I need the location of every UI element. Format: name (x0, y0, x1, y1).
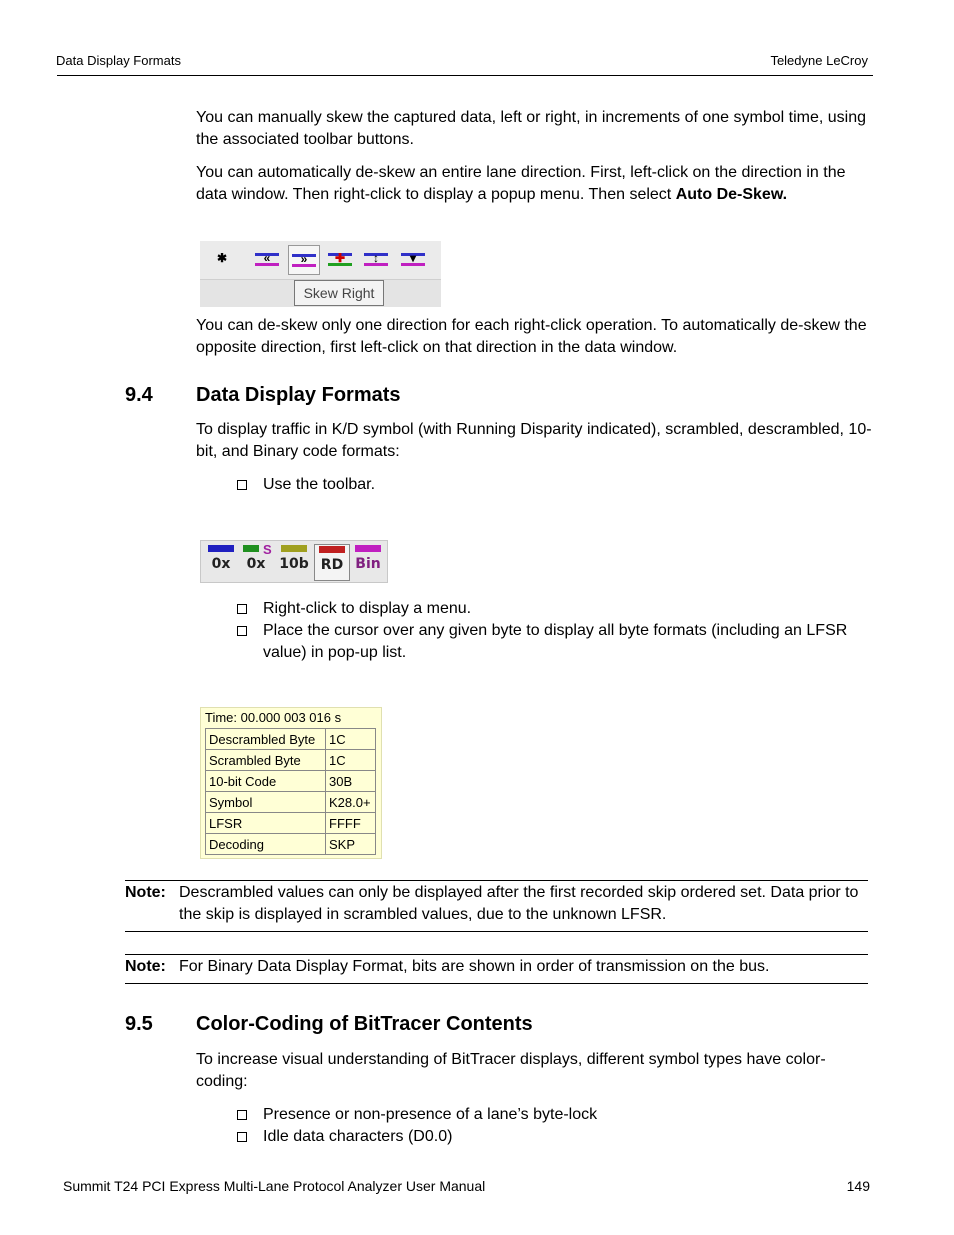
hex-format-button[interactable] (204, 544, 238, 579)
paragraph-manual-skew: You can manually skew the captured data, left or right, in increments of one symbol time, using the associated toolbar buttons. (196, 109, 866, 148)
row-label: Descrambled Byte (206, 729, 326, 750)
byte-format-popup (200, 707, 382, 859)
table-row (206, 813, 376, 834)
row-value: K28.0+ (326, 792, 376, 813)
section-9-5-intro: To increase visual understanding of BitTracer displays, different symbol types have color-coding: (196, 1051, 826, 1090)
ten-bit-format-button[interactable] (277, 544, 311, 579)
page-number: 149 (846, 1178, 870, 1194)
up-down-arrow-icon: ↕ (373, 251, 379, 265)
section-9-4-number: 9.4 (125, 384, 153, 406)
row-label: Scrambled Byte (206, 750, 326, 771)
paragraph-auto-deskew (196, 162, 872, 206)
dropdown-arrow-icon: ▾ (409, 251, 417, 265)
row-value: FFFF (326, 813, 376, 834)
auto-deskew-term: Auto De-Skew. (675, 186, 788, 203)
section-9-4-intro: To display traffic in K/D symbol (with Running Disparity indicated), scrambled, descrambled, 10-bit, and Binary code formats: (196, 421, 872, 460)
row-label: Symbol (206, 792, 326, 813)
scrambled-format-label: 0x (246, 556, 266, 572)
row-value: 1C (326, 729, 376, 750)
rd-format-button[interactable] (314, 544, 350, 581)
hex-format-label: 0x (211, 556, 231, 572)
section-9-4-title: Data Display Formats (196, 384, 401, 406)
note-rule (125, 931, 868, 932)
bullet-text: Idle data characters (D0.0) (263, 1128, 453, 1145)
running-header-title: Data Display Formats (56, 53, 181, 68)
running-header-company: Teledyne LeCroy (770, 53, 868, 68)
note-label: Note: (125, 884, 166, 901)
checkbox-bullet-icon (237, 604, 247, 614)
lecroy-badge-icon (355, 545, 381, 552)
section-9-5-title: Color-Coding of BitTracer Contents (196, 1013, 533, 1035)
lecroy-badge-icon (281, 545, 307, 552)
skew-right-tooltip: Skew Right (294, 280, 384, 306)
deskew-icon: ✚ (334, 251, 346, 265)
note-binary (125, 956, 868, 978)
row-value: 1C (326, 750, 376, 771)
rd-format-label: RD (320, 557, 344, 573)
checkbox-bullet-icon (237, 626, 247, 636)
bullet-text: Right-click to display a menu. (263, 600, 472, 617)
skew-left-button[interactable] (252, 245, 282, 273)
row-value: SKP (326, 834, 376, 855)
gear-icon: ✱ (216, 251, 228, 265)
skew-toolbar (200, 241, 441, 307)
bullet-text: Presence or non-presence of a lane’s byte-lock (263, 1106, 598, 1123)
bullet-text: Use the toolbar. (263, 476, 376, 493)
ten-bit-format-label: 10b (279, 556, 309, 572)
note-text: For Binary Data Display Format, bits are shown in order of transmission on the bus. (179, 958, 770, 975)
note-text: Descrambled values can only be displayed after the first recorded skip ordered set. Data prior to the skip is displayed in scrambled values, due to the unknown LFSR. (179, 884, 859, 923)
double-arrow-right-icon: » (300, 252, 308, 266)
table-row (206, 834, 376, 855)
lane-swap-button[interactable] (361, 245, 391, 273)
footer-manual-title: Summit T24 PCI Express Multi-Lane Protocol Analyzer User Manual (63, 1178, 486, 1194)
lane-settings-button[interactable] (207, 245, 237, 273)
lecroy-badge-icon (319, 546, 345, 553)
checkbox-bullet-icon (237, 1110, 247, 1120)
note-label: Note: (125, 958, 166, 975)
scrambled-superscript: S (263, 542, 272, 557)
paragraph-deskew-direction: You can de-skew only one direction for each right-click operation. To automatically de-skew the opposite direction, first left-click on that direction in the data window. (196, 317, 867, 356)
table-row (206, 750, 376, 771)
lecroy-badge-icon (243, 545, 259, 552)
binary-format-label: Bin (355, 556, 381, 572)
table-row (206, 771, 376, 792)
format-toolbar (200, 540, 388, 583)
checkbox-bullet-icon (237, 480, 247, 490)
table-row (206, 792, 376, 813)
checkbox-bullet-icon (237, 1132, 247, 1142)
row-label: LFSR (206, 813, 326, 834)
note-lfsr (125, 882, 868, 923)
bullet-text: Place the cursor over any given byte to display all byte formats (including an LFSR value) in pop-up list. (263, 622, 848, 661)
row-value: 30B (326, 771, 376, 792)
auto-deskew-button[interactable] (325, 245, 355, 273)
popup-time: Time: 00.000 003 016 s (205, 710, 342, 725)
note-rule (125, 983, 868, 984)
paragraph-auto-deskew-text: You can automatically de-skew an entire lane direction. First, left-click on the direction in the data window. Then right-click to display a popup menu. Then select (196, 164, 846, 203)
row-label: 10-bit Code (206, 771, 326, 792)
note-rule (125, 954, 868, 955)
skew-right-button[interactable] (288, 245, 320, 275)
header-rule (57, 75, 873, 76)
note-rule (125, 880, 868, 881)
table-row (206, 729, 376, 750)
scrambled-format-button[interactable] (239, 544, 273, 579)
lane-options-button[interactable] (398, 245, 428, 273)
byte-format-table (205, 728, 376, 855)
double-arrow-left-icon: « (263, 251, 271, 265)
lecroy-badge-icon (208, 545, 234, 552)
binary-format-button[interactable] (351, 544, 385, 579)
section-9-5-number: 9.5 (125, 1013, 153, 1035)
row-label: Decoding (206, 834, 326, 855)
